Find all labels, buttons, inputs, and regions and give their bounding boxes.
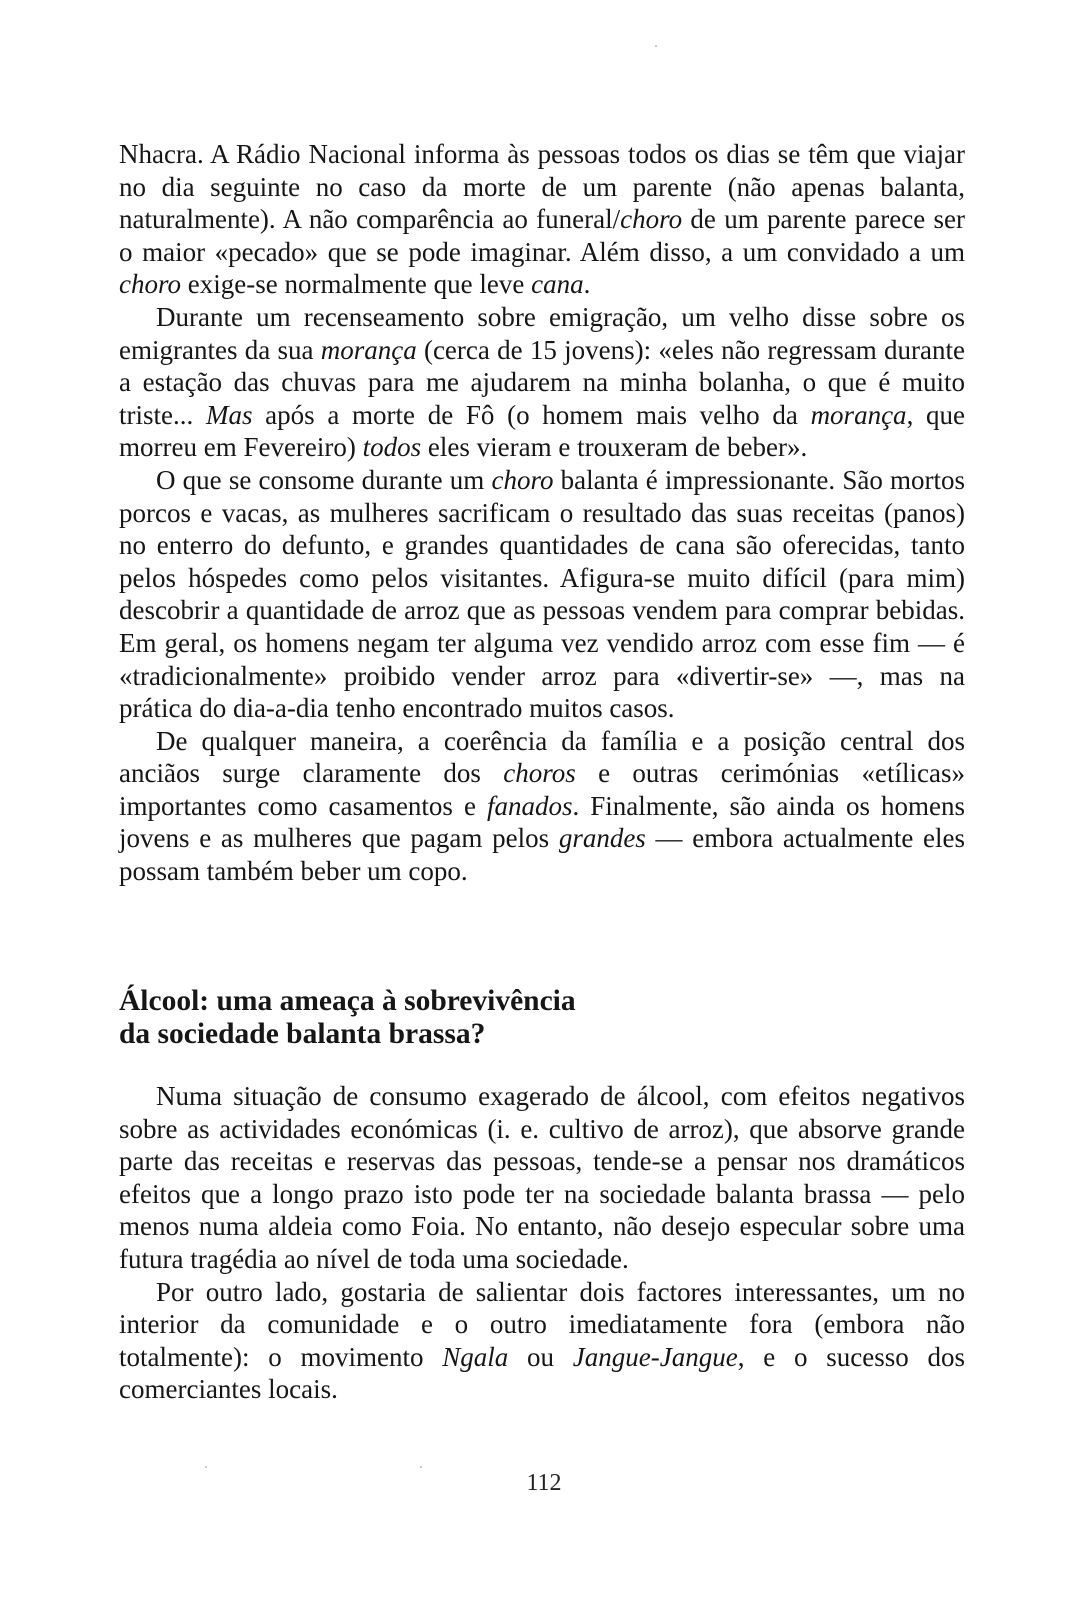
text-run: exige-se normalmente que leve bbox=[181, 269, 532, 300]
second-text-block bbox=[119, 1080, 965, 1406]
italic-term: choro bbox=[620, 204, 683, 235]
italic-term: morança bbox=[320, 334, 417, 365]
text-run: (cerca de 15 jovens): «eles não regressam durante a estação das chuvas para me ajudarem na minha bolanha, o que é muito triste... bbox=[119, 334, 965, 430]
heading-line-1: Álcool: uma ameaça à sobrevivência bbox=[119, 985, 576, 1017]
text-run: eles vieram e trouxeram de beber». bbox=[421, 432, 808, 463]
text-run: Durante um recenseamento sobre emigração, um velho disse sobre os emigrantes da sua bbox=[119, 301, 965, 365]
italic-term: morança bbox=[810, 399, 907, 430]
paragraph-4 bbox=[119, 725, 965, 888]
italic-term: cana bbox=[531, 269, 584, 300]
italic-term: todos bbox=[362, 432, 422, 463]
main-text-block bbox=[119, 138, 965, 888]
section-heading bbox=[119, 985, 719, 1051]
text-run: — embora actualmente eles possam também beber um copo. bbox=[119, 823, 965, 887]
italic-term: choro bbox=[119, 269, 181, 300]
text-run: Nhacra. A Rádio Nacional informa às pessoas todos os dias se têm que viajar no dia seguinte no caso da morte de um parente (não apenas balanta, naturalmente). A não comparência ao funeral/ bbox=[119, 139, 965, 235]
italic-term: Mas bbox=[205, 399, 253, 430]
paragraph-1 bbox=[119, 138, 965, 301]
text-run: e outras cerimónias «etílicas» importantes como casamentos e bbox=[119, 758, 965, 821]
text-run: De qualquer maneira, a coerência da família e a posição central dos anciãos surge claramente dos bbox=[119, 725, 965, 789]
text-run: de um parente parece ser o maior «pecado» que se pode imaginar. Além disso, a um convidado a um bbox=[119, 204, 965, 267]
scan-speck bbox=[420, 1466, 422, 1468]
paragraph-5: Numa situação de consumo exagerado de álcool, com efeitos negativos sobre as actividades económicas (i. e. cultivo de arroz), que absorve grande parte das receitas e reservas das pessoas, tende-se a pensar nos dramáticos efeitos que a longo prazo isto pode ter na sociedade balanta brassa — pelo menos numa aldeia como Foia. No entanto, não desejo especular sobre uma futura tragédia ao nível de toda uma sociedade. bbox=[119, 1081, 965, 1274]
paragraph-3 bbox=[119, 464, 965, 725]
heading-line-2: da sociedade balanta brassa? bbox=[119, 1018, 486, 1050]
text-run: após a morte de Fô (o homem mais velho da bbox=[252, 399, 811, 430]
text-run: . Finalmente, são ainda os homens jovens e as mulheres que pagam pelos bbox=[119, 790, 965, 854]
italic-term: fanados bbox=[486, 790, 573, 821]
text-run: ou bbox=[508, 1341, 573, 1372]
text-run: , que morreu em Fevereiro) bbox=[119, 399, 965, 463]
text-run: Por outro lado, gostaria de salientar dois factores interessantes, um no interior da comunidade e o outro imediatamente fora (embora não totalmente): o movimento bbox=[119, 1276, 965, 1372]
text-run: , e o sucesso dos comerciantes locais. bbox=[119, 1341, 965, 1405]
italic-term: choro bbox=[491, 464, 554, 495]
italic-term: Jangue-Jangue bbox=[572, 1341, 738, 1372]
scan-speck bbox=[205, 1466, 207, 1468]
scan-speck bbox=[655, 45, 657, 47]
text-run: O que se consome durante um bbox=[156, 464, 492, 495]
text-run: . bbox=[583, 269, 591, 300]
paragraph-2 bbox=[119, 301, 965, 464]
paragraph-6 bbox=[119, 1276, 965, 1406]
page-number: 112 bbox=[526, 1470, 562, 1496]
italic-term: Ngala bbox=[442, 1341, 509, 1372]
italic-term: grandes bbox=[558, 823, 646, 854]
italic-term: choros bbox=[503, 758, 576, 789]
text-run: balanta é impressionante. São mortos porcos e vacas, as mulheres sacrificam o resultado das suas receitas (panos) no enterro do defunto, e grandes quantidades de cana são oferecidas, tanto pelos hóspedes como pelos visitantes. Afigura-se muito difícil (para mim) descobrir a quantidade de arroz que as pessoas vendem para comprar bebidas. Em geral, os homens negam ter alguma vez vendido arroz com esse fim — é «tradicionalmente» proibido vender arroz para «divertir-se» —, mas na prática do dia-a-dia tenho encontrado muitos casos. bbox=[119, 464, 965, 724]
